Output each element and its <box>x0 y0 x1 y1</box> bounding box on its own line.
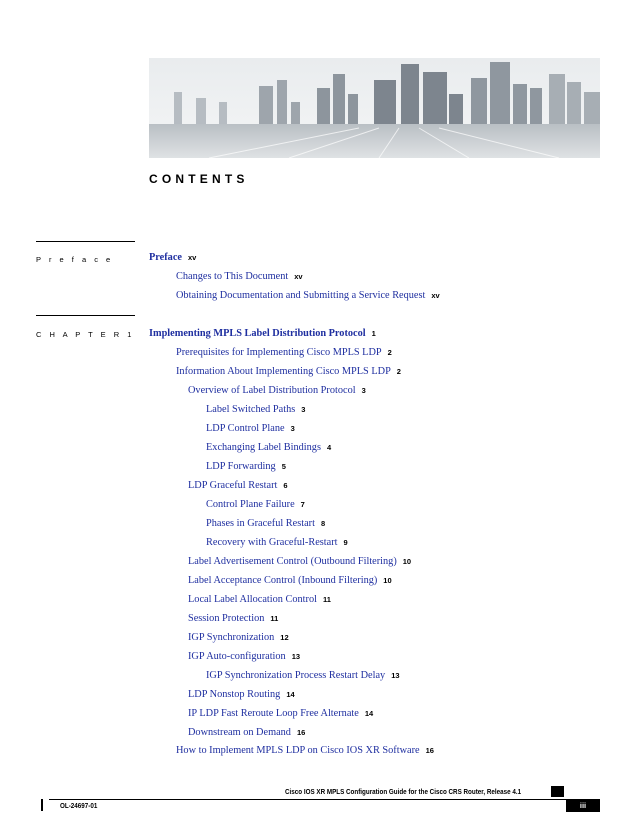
toc-entry-page: 9 <box>343 538 348 547</box>
footer-decoration-block <box>551 786 564 797</box>
toc-entry-page: 11 <box>270 614 279 623</box>
toc-entry-page: xv <box>431 291 440 300</box>
toc-entry-page: 16 <box>296 728 306 737</box>
toc-entry-how-to-implement[interactable] <box>176 745 434 757</box>
toc-entry-overview-ldp[interactable] <box>188 385 366 397</box>
toc-entry-page: 2 <box>387 348 392 357</box>
toc-entry-ip-ldp-fast-reroute[interactable] <box>188 708 373 720</box>
chapter1-divider <box>36 315 135 316</box>
footer-document-code: OL-24697-01 <box>60 801 98 810</box>
toc-entry-text: IGP Synchronization <box>188 632 275 643</box>
toc-entry-recovery-graceful-restart[interactable] <box>206 537 348 549</box>
toc-entry-phases-graceful-restart[interactable] <box>206 518 325 530</box>
toc-entry-page: 8 <box>320 519 326 528</box>
toc-entry-text: Preface <box>149 252 182 263</box>
footer-left-bar <box>41 799 43 811</box>
toc-entry-text: Overview of Label Distribution Protocol <box>188 385 356 396</box>
toc-entry-ldp-forwarding[interactable] <box>206 461 286 473</box>
toc-entry-page: 13 <box>291 652 301 661</box>
toc-entry-page: 4 <box>326 443 332 452</box>
toc-entry-downstream-on-demand[interactable] <box>188 727 305 739</box>
toc-entry-igp-synchronization[interactable] <box>188 632 289 644</box>
toc-entry-page: 3 <box>301 405 306 414</box>
toc-entry-igp-sync-restart-delay[interactable] <box>206 670 400 682</box>
preface-label: P r e f a c e <box>36 255 114 264</box>
toc-entry-text: Changes to This Document <box>176 271 289 282</box>
toc-entry-text: How to Implement MPLS LDP on Cisco IOS XR Software <box>176 745 420 756</box>
toc-entry-page: 10 <box>383 576 392 585</box>
toc-entry-label-switched-paths[interactable] <box>206 404 305 416</box>
contents-title: CONTENTS <box>149 172 249 186</box>
toc-entry-igp-auto-configuration[interactable] <box>188 651 300 663</box>
toc-entry-text: Control Plane Failure <box>206 499 295 510</box>
toc-entry-page: xv <box>294 272 303 281</box>
toc-entry-page: 3 <box>290 424 295 433</box>
toc-entry-local-label-allocation[interactable] <box>188 594 331 606</box>
toc-entry-text: Prerequisites for Implementing Cisco MPLS LDP <box>176 347 382 358</box>
toc-entry-text: Downstream on Demand <box>188 727 291 738</box>
footer-rule <box>49 799 600 800</box>
toc-entry-text: LDP Nonstop Routing <box>188 689 281 700</box>
toc-entry-page: 5 <box>281 462 286 471</box>
toc-entry-page: 6 <box>283 481 288 490</box>
toc-entry-text: Label Advertisement Control (Outbound Filtering) <box>188 556 397 567</box>
toc-entry-text: Label Acceptance Control (Inbound Filtering) <box>188 575 378 586</box>
toc-entry-label-acceptance-control[interactable] <box>188 575 392 587</box>
footer-document-title: Cisco IOS XR MPLS Configuration Guide for the Cisco CRS Router, Release 4.1 <box>285 787 522 796</box>
toc-entry-exchanging-label-bindings[interactable] <box>206 442 331 454</box>
toc-entry-text: Recovery with Graceful-Restart <box>206 537 338 548</box>
chapter1-label: C H A P T E R 1 <box>36 330 135 339</box>
toc-entry-text: IP LDP Fast Reroute Loop Free Alternate <box>188 708 359 719</box>
toc-entry-ldp-graceful-restart[interactable] <box>188 480 288 492</box>
toc-entry-text: IGP Auto-configuration <box>188 651 286 662</box>
toc-entry-text: Implementing MPLS Label Distribution Protocol <box>149 328 366 339</box>
toc-entry-chapter1-title[interactable] <box>149 328 376 340</box>
toc-entry-ldp-nonstop-routing[interactable] <box>188 689 295 701</box>
preface-divider <box>36 241 135 242</box>
toc-entry-preface[interactable] <box>149 252 196 264</box>
toc-entry-text: Exchanging Label Bindings <box>206 442 321 453</box>
toc-entry-obtaining-documentation[interactable] <box>176 290 440 302</box>
toc-entry-text: Obtaining Documentation and Submitting a Service Request <box>176 290 426 301</box>
toc-entry-page: xv <box>187 253 197 262</box>
toc-entry-text: Information About Implementing Cisco MPLS LDP <box>176 366 391 377</box>
toc-entry-page: 7 <box>300 500 305 509</box>
toc-entry-page: 3 <box>361 386 366 395</box>
toc-entry-label-advertisement-control[interactable] <box>188 556 411 568</box>
footer-page-number: iii <box>566 799 600 812</box>
toc-entry-page: 13 <box>391 671 400 680</box>
toc-entry-prerequisites[interactable] <box>176 347 392 359</box>
toc-entry-text: Phases in Graceful Restart <box>206 518 315 529</box>
toc-entry-page: 14 <box>364 709 374 718</box>
toc-entry-page: 16 <box>425 746 434 755</box>
toc-entry-text: LDP Graceful Restart <box>188 480 278 491</box>
toc-entry-text: LDP Control Plane <box>206 423 285 434</box>
toc-entry-text: IGP Synchronization Process Restart Delay <box>206 670 386 681</box>
toc-entry-ldp-control-plane[interactable] <box>206 423 295 435</box>
toc-entry-text: Local Label Allocation Control <box>188 594 317 605</box>
toc-entry-page: 2 <box>396 367 401 376</box>
toc-entry-information-about[interactable] <box>176 366 401 378</box>
header-banner-image <box>149 58 600 158</box>
toc-entry-text: Session Protection <box>188 613 265 624</box>
toc-entry-changes[interactable] <box>176 271 303 283</box>
toc-entry-page: 12 <box>280 633 289 642</box>
toc-entry-page: 1 <box>371 329 376 338</box>
toc-entry-page: 14 <box>286 690 295 699</box>
toc-entry-page: 10 <box>402 557 412 566</box>
toc-entry-text: Label Switched Paths <box>206 404 296 415</box>
toc-entry-session-protection[interactable] <box>188 613 278 625</box>
toc-entry-page: 11 <box>322 595 331 604</box>
toc-entry-control-plane-failure[interactable] <box>206 499 305 511</box>
toc-entry-text: LDP Forwarding <box>206 461 276 472</box>
